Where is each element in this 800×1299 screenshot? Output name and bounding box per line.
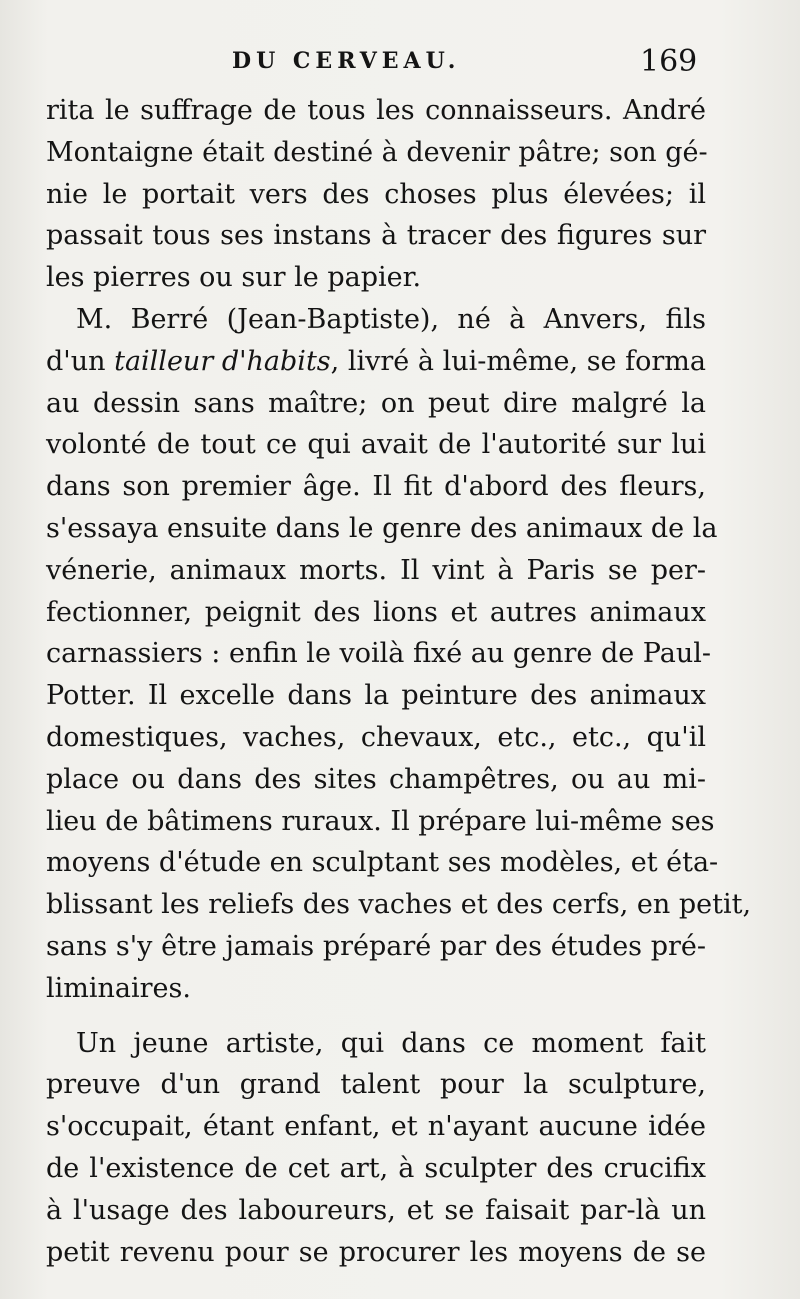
text-line: carnassiers : enfin le voilà fixé au genre de Paul-: [46, 638, 711, 670]
text-line-with-italic: [46, 341, 706, 383]
body-text: [46, 90, 752, 1273]
text-line: Potter. Il excelle dans la peinture des animaux: [46, 680, 706, 712]
text-line: passait tous ses instans à tracer des figures sur: [46, 220, 706, 252]
text-line: vénerie, animaux morts. Il vint à Paris se per-: [46, 554, 706, 586]
paragraph-gap: [46, 1010, 706, 1023]
text-line: lieu de bâtimens ruraux. Il prépare lui-même ses: [46, 805, 715, 837]
text-run: , livré à lui-même, se forma: [330, 345, 706, 377]
paragraph-2: [46, 299, 752, 1010]
text-line: moyens d'étude en sculptant ses modèles, et éta-: [46, 847, 719, 879]
text-line: à l'usage des laboureurs, et se faisait par-là un: [46, 1194, 706, 1226]
italic-run: tailleur d'habits: [114, 345, 331, 377]
running-title: DU CERVEAU.: [232, 48, 461, 74]
text-line: rita le suffrage de tous les connaisseurs. André: [46, 95, 706, 126]
text-line: liminaires.: [46, 972, 191, 1004]
text-line: de l'existence de cet art, à sculpter des crucifix: [46, 1152, 706, 1184]
page-number: 169: [640, 44, 698, 79]
text-line: s'essaya ensuite dans le genre des animaux de la: [46, 512, 718, 544]
text-line: preuve d'un grand talent pour la sculpture,: [46, 1069, 706, 1101]
text-line: M. Berré (Jean-Baptiste), né à Anvers, fils: [76, 303, 706, 335]
text-line: petit revenu pour se procurer les moyens de se: [46, 1236, 706, 1268]
text-line: s'occupait, étant enfant, et n'ayant aucune idée: [46, 1111, 706, 1143]
page-header: [0, 44, 800, 84]
text-line: Un jeune artiste, qui dans ce moment fait: [76, 1027, 706, 1059]
text-run: d'un: [46, 345, 115, 377]
text-line: sans s'y être jamais préparé par des études pré-: [46, 930, 706, 962]
text-line: dans son premier âge. Il fit d'abord des fleurs,: [46, 471, 706, 503]
text-line: nie le portait vers des choses plus élevées; il: [46, 178, 706, 210]
paragraph-1: [46, 90, 706, 299]
paragraph-3: [46, 1023, 706, 1274]
text-line: domestiques, vaches, chevaux, etc., etc., qu'il: [46, 721, 706, 753]
text-line: Montaigne était destiné à devenir pâtre; son gé-: [46, 136, 708, 168]
text-line: au dessin sans maître; on peut dire malgré la: [46, 387, 706, 419]
text-line: place ou dans des sites champêtres, ou au mi-: [46, 763, 706, 795]
text-line: fectionner, peignit des lions et autres animaux: [46, 596, 706, 628]
text-line: les pierres ou sur le papier.: [46, 262, 422, 294]
text-line: blissant les reliefs des vaches et des cerfs, en petit,: [46, 889, 752, 921]
text-line: volonté de tout ce qui avait de l'autorité sur lui: [46, 429, 706, 461]
